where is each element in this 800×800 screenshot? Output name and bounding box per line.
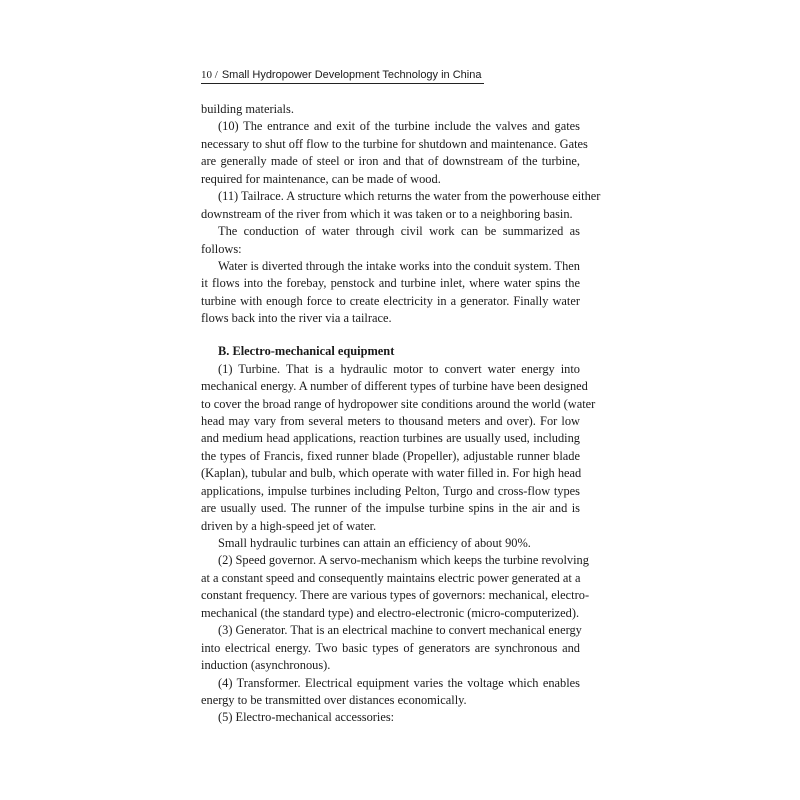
- text-line: mechanical energy. A number of different types of turbine have been designed: [201, 379, 588, 394]
- text-line: flows back into the river via a tailrace.: [201, 311, 392, 326]
- text-line: building materials.: [201, 102, 294, 116]
- text-line: the types of Francis, fixed runner blade (Propeller), adjustable runner blade: [201, 448, 580, 463]
- text-line: it flows into the forebay, penstock and turbine inlet, where water spins the: [201, 276, 580, 291]
- text-line: Small hydraulic turbines can attain an efficiency of about 90%.: [218, 536, 531, 550]
- book-title: Small Hydropower Development Technology in China: [221, 69, 482, 81]
- page-body: [201, 101, 601, 727]
- paragraph: [201, 675, 580, 710]
- text-line: driven by a high-speed jet of water.: [201, 518, 377, 533]
- running-header: [201, 68, 484, 84]
- paragraph: [201, 361, 596, 535]
- text-line: turbine with enough force to create electricity in a generator. Finally water: [201, 293, 580, 308]
- paragraph: [201, 223, 580, 258]
- text-line: (4) Transformer. Electrical equipment varies the voltage which enables: [218, 675, 580, 690]
- text-line: B. Electro-mechanical equipment: [218, 344, 395, 359]
- text-line: applications, impulse turbines including Pelton, Turgo and cross-flow types: [201, 483, 580, 498]
- text-line: (10) The entrance and exit of the turbine include the valves and gates: [218, 119, 580, 134]
- text-line: are generally made of steel or iron and that of downstream of the turbine,: [201, 154, 580, 169]
- text-line: constant frequency. There are various types of governors: mechanical, electro-: [201, 588, 590, 603]
- page-number: 10 /: [201, 69, 218, 81]
- paragraph: [201, 535, 580, 552]
- paragraph: [201, 101, 580, 118]
- paragraph: [201, 552, 590, 622]
- text-line: are usually used. The runner of the impulse turbine spins in the air and is: [201, 501, 580, 516]
- text-line: (1) Turbine. That is a hydraulic motor to convert water energy into: [218, 361, 580, 376]
- text-line: (Kaplan), tubular and bulb, which operate with water filled in. For high head: [201, 466, 582, 481]
- text-line: at a constant speed and consequently maintains electric power generated at a: [201, 570, 581, 585]
- text-line: induction (asynchronous).: [201, 658, 331, 673]
- paragraph: [201, 188, 601, 223]
- text-line: (2) Speed governor. A servo-mechanism which keeps the turbine revolving: [218, 553, 589, 568]
- text-line: necessary to shut off flow to the turbine for shutdown and maintenance. Gates: [201, 136, 588, 151]
- text-line: mechanical (the standard type) and electro-electronic (micro-computerized).: [201, 605, 580, 620]
- paragraph: [201, 622, 580, 674]
- text-line: The conduction of water through civil work can be summarized as: [218, 224, 580, 239]
- paragraph: [201, 118, 588, 188]
- text-line: and medium head applications, reaction turbines are usually used, including: [201, 431, 580, 446]
- text-line: required for maintenance, can be made of wood.: [201, 171, 441, 186]
- text-line: (3) Generator. That is an electrical machine to convert mechanical energy: [218, 623, 582, 638]
- paragraph: [201, 258, 580, 328]
- text-line: Water is diverted through the intake works into the conduit system. Then: [218, 258, 580, 273]
- text-line: to cover the broad range of hydropower site conditions around the world (water: [201, 396, 596, 411]
- text-line: into electrical energy. Two basic types of generators are synchronous and: [201, 640, 580, 655]
- paragraph: [201, 709, 580, 726]
- text-line: head may vary from several meters to thousand meters and over). For low: [201, 413, 580, 428]
- text-line: energy to be transmitted over distances economically.: [201, 692, 467, 707]
- text-line: (5) Electro-mechanical accessories:: [218, 710, 395, 725]
- text-line: downstream of the river from which it was taken or to a neighboring basin.: [201, 206, 573, 221]
- text-line: (11) Tailrace. A structure which returns the water from the powerhouse either: [218, 189, 601, 204]
- text-line: follows:: [201, 241, 242, 256]
- section-spacer: [201, 328, 580, 344]
- section-heading: [201, 343, 580, 360]
